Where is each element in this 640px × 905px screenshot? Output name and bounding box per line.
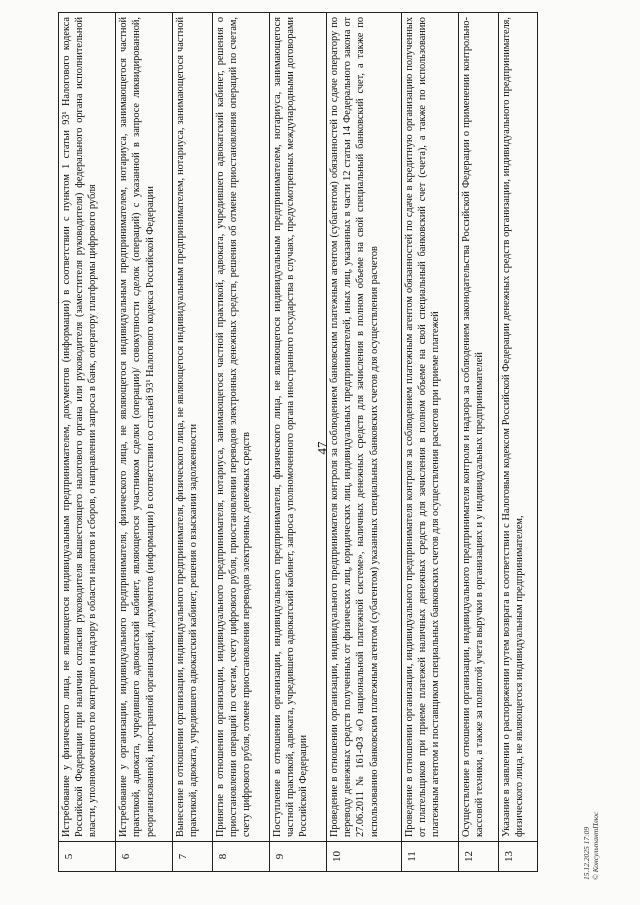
footer-stamp bbox=[582, 812, 601, 880]
row-number: 12 bbox=[459, 842, 498, 872]
table-row bbox=[269, 13, 326, 872]
row-number: 8 bbox=[212, 842, 269, 872]
table-row bbox=[59, 13, 116, 872]
row-text: Истребование у организации, индивидуального предпринимателя, физического лица, не являющегося индивидуальным предпринимателем, нотариуса, занимающегося частной практикой, адвоката, учредившего адвокатский кабинет, являющегося участником сделки (операции)/ совокупности сделок (операций) с указанной в запросе ликвидированной, реорганизованной, иностранной организацией, документов (информации) в соответствии со статьей 93¹ Налогового кодекса Российской Федерации bbox=[116, 13, 173, 842]
table-row bbox=[327, 13, 402, 872]
rotated-table-block bbox=[58, 12, 538, 872]
row-text: Осуществление в отношении организации, индивидуального предпринимателя контроля и надзора за соблюдением законодательства Российской Федерации о применении контрольно-кассовой техники, а также за полнотой учета выручки в организациях и у индивидуальных предпринимателей bbox=[459, 13, 498, 842]
footer-source: © КонсультантПлюс bbox=[591, 811, 601, 880]
row-number: 5 bbox=[59, 842, 116, 872]
table-row bbox=[498, 13, 537, 872]
row-number: 10 bbox=[327, 842, 402, 872]
row-number: 13 bbox=[498, 842, 537, 872]
row-number: 7 bbox=[173, 842, 212, 872]
row-text: Проведение в отношении организации, индивидуального предпринимателя контроля за соблюдением банковским платежным агентом (субагентом) обязанностей по сдаче оператору по переводу денежных средств полученных от физических лиц, юридических лиц, индивидуальных предпринимателей, иных лиц, указанных в части 12 статьи 14 Федерального закона от 27.06.2011 № 161-ФЗ «О национальной платежной системе», наличных денежных средств для зачисления в полном объеме на свой специальный банковский счет, а также по использованию банковским платежным агентом (субагентом) указанных специальных банковских счетов для осуществления расчетов bbox=[327, 13, 402, 842]
row-text: Указание в заявлении о распоряжении путем возврата в соответствии с Налоговым кодексом Российской Федерации денежных средств организации, индивидуального предпринимателя, физического лица, не являющегося индивидуальным предпринимателем, bbox=[498, 13, 537, 842]
footer-date: 15.12.2025 17:09 bbox=[582, 826, 591, 880]
row-number: 9 bbox=[269, 842, 326, 872]
table-row bbox=[401, 13, 458, 872]
row-number: 6 bbox=[116, 842, 173, 872]
document-table bbox=[58, 12, 538, 872]
row-number: 11 bbox=[401, 842, 458, 872]
page-number: 47 bbox=[314, 441, 330, 455]
table-row bbox=[459, 13, 498, 872]
table-row bbox=[173, 13, 212, 872]
table-body bbox=[59, 13, 538, 872]
row-text: Проведение в отношении организации, индивидуального предпринимателя контроля за соблюдением платежным агентом обязанностей по сдаче в кредитную организацию полученных от плательщиков при приеме платежей наличных денежных средств для зачисления в полном объеме на свой специальный банковский счет (счета), а также по использованию платежным агентом и поставщиком специальных банковских счетов для осуществления расчетов при приеме платежей bbox=[401, 13, 458, 842]
row-text: Вынесение в отношении организации, индивидуального предпринимателя, физического лица, не являющегося индивидуальным предпринимателем, нотариуса, занимающегося частной практикой, адвоката, учредившего адвокатский кабинет, решения о взыскании задолженности bbox=[173, 13, 212, 842]
table-row bbox=[212, 13, 269, 872]
table-row bbox=[116, 13, 173, 872]
row-text: Принятие в отношении организации, индивидуального предпринимателя, нотариуса, занимающегося частной практикой, адвоката, учредившего адвокатский кабинет, решения о приостановлении операций по счетам, счету цифрового рубля, приостановлении переводов электронных денежных средств, решения об отмене приостановления операций по счетам, счету цифрового рубля, отмене приостановления переводов электронных денежных средств bbox=[212, 13, 269, 842]
row-text: Поступление в отношении организации, индивидуального предпринимателя, физического лица, не являющегося индивидуальным предпринимателем, нотариуса, занимающегося частной практикой, адвоката, учредившего адвокатский кабинет, запроса уполномоченного органа иностранного государства в случаях, предусмотренных международными договорами Российской Федерации bbox=[269, 13, 326, 842]
row-text: Истребование у физического лица, не являющегося индивидуальным предпринимателем, документов (информации) в соответствии с пунктом 1 статьи 93¹ Налогового кодекса Российской Федерации при наличии согласия руководителя вышестоящего налогового органа или руководителя (заместителя руководителя) федерального органа исполнительной власти, уполномоченного по контролю и надзору в области налогов и сборов, о направлении запроса в банк, оператору платформы цифрового рубля bbox=[59, 13, 116, 842]
